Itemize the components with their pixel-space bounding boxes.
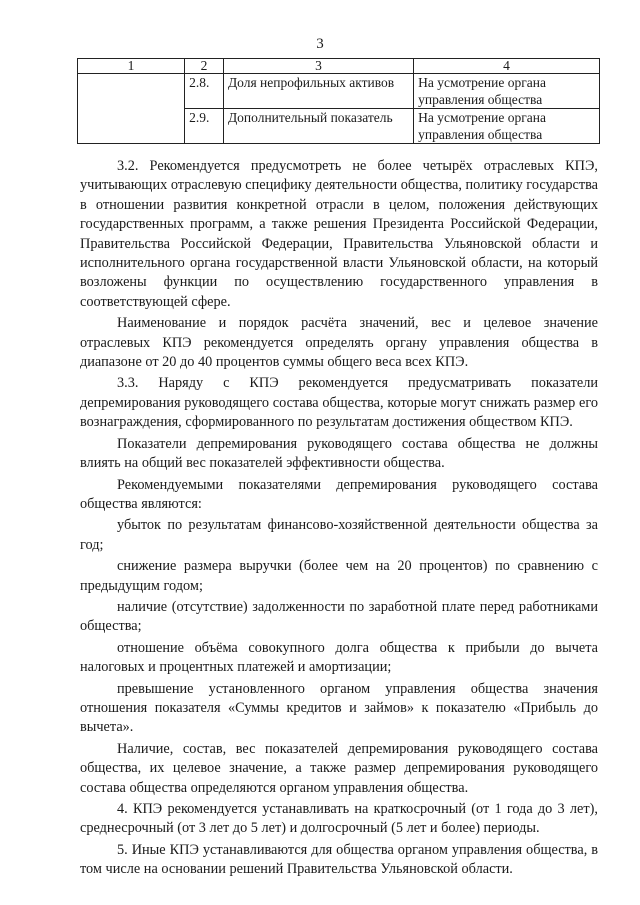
list-item: превышение установленного органом управления общества значения отношения показателя «Суммы кредитов и займов» к показателю «Прибыль до вычета». (80, 680, 598, 736)
kpe-table (77, 58, 600, 144)
paragraph: Наименование и порядок расчёта значений, вес и целевое значение отраслевых КПЭ рекомендуется определять органу управления общества в диапазоне от 20 до 40 процентов суммы общего веса всех КПЭ. (80, 315, 598, 371)
paragraph: Рекомендуемыми показателями депремирования руководящего состава общества являются: (80, 476, 598, 512)
table-header-cell: 1 (78, 59, 185, 74)
list-item: убыток по результатам финансово-хозяйственной деятельности общества за год; (80, 517, 598, 553)
table-header-cell: 4 (414, 59, 600, 74)
paragraph: 5. Иные КПЭ устанавливаются для общества органом управления общества, в том числе на основании решений Правительства Ульяновской области. (80, 841, 598, 878)
table-cell-empty (78, 74, 185, 144)
paragraph: 3.3. Наряду с КПЭ рекомендуется предусматривать показатели депремирования руководящего состава общества, которые могут снижать размер его вознаграждения, сформированного по результатам достижения обществом КПЭ. (80, 375, 598, 431)
table-header-cell: 3 (223, 59, 413, 74)
body-text (80, 157, 598, 880)
table-header-cell: 2 (185, 59, 224, 74)
page-number: 3 (316, 36, 324, 52)
list-item: отношение объёма совокупного долга общества к прибыли до вычета налоговых и процентных платежей и амортизации; (80, 639, 598, 676)
paragraph: 4. КПЭ рекомендуется устанавливать на краткосрочный (от 1 года до 3 лет), среднесрочный (от 3 лет до 5 лет) и долгосрочный (5 лет и более) периоды. (80, 801, 598, 837)
table-cell-name: Дополнительный показатель (223, 109, 413, 144)
table-cell-number: 2.9. (185, 109, 224, 144)
list-item: снижение размера выручки (более чем на 20 процентов) по сравнению с предыдущим годом; (80, 558, 598, 594)
table-cell-number: 2.8. (185, 74, 224, 109)
paragraph: Наличие, состав, вес показателей депремирования руководящего состава общества, их целевое значение, а также размер депремирования руководящего состава общества определяются органом управления общества. (80, 740, 598, 796)
list-item: наличие (отсутствие) задолженности по заработной плате перед работниками общества; (80, 598, 598, 635)
table-header-row (78, 59, 600, 74)
paragraph: 3.2. Рекомендуется предусмотреть не более четырёх отраслевых КПЭ, учитывающих отраслевую специфику деятельности общества, политику государства в отношении развития конкретной отрасли в целом, положения действующих государственных программ, а также решения Президента Российской Федерации, Правительства Российской Федерации, Правительства Ульяновской области и исполнительного органа государственной власти Ульяновской области, на который возложены функции по осуществлению государственного управления в соответствующей сфере. (80, 158, 598, 310)
paragraph: Показатели депремирования руководящего состава общества не должны влиять на общий вес показателей эффективности общества. (80, 435, 598, 472)
table-row (78, 74, 600, 109)
table-cell-name: Доля непрофильных активов (223, 74, 413, 109)
table-cell-note: На усмотрение органа управления общества (414, 74, 600, 109)
table-cell-note: На усмотрение органа управления общества (414, 109, 600, 144)
